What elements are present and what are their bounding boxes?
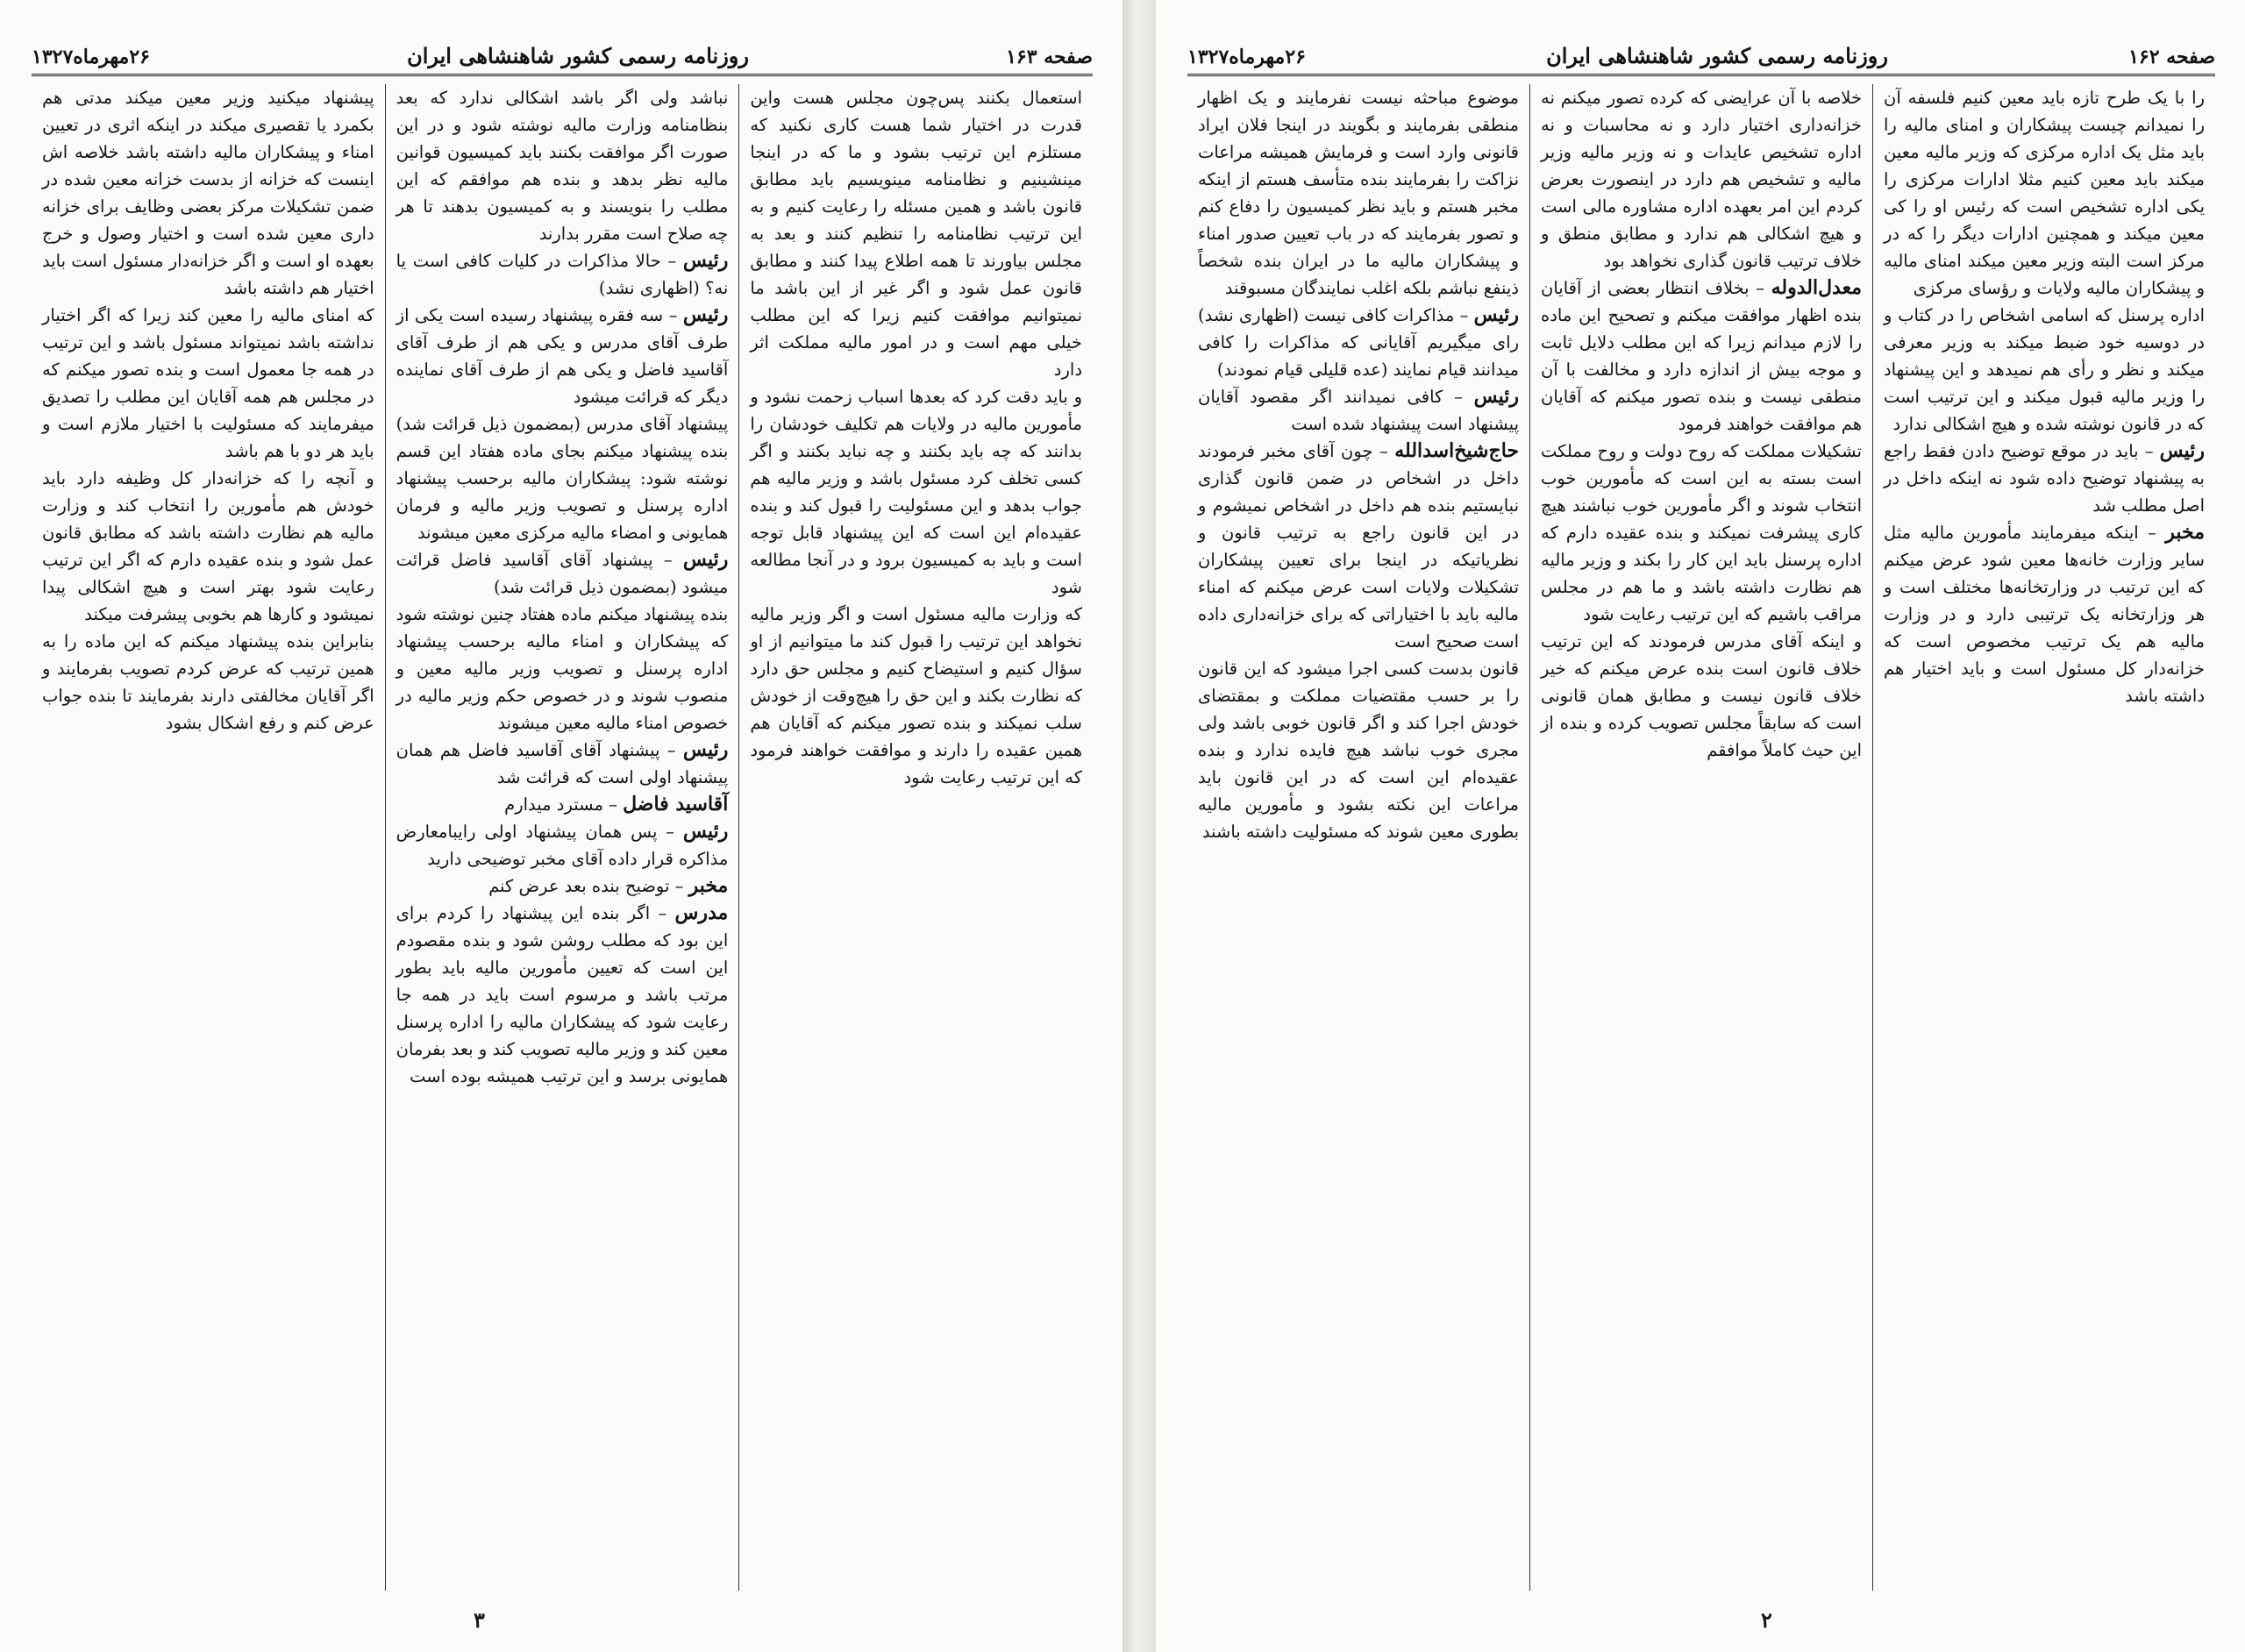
paragraph-text: – باید در موقع توضیح دادن فقط راجع به پیشنهاد توضیح داده شود نه اینکه داخل در اصل مطلب شد xyxy=(1884,441,2205,516)
left-column-3 xyxy=(32,84,385,1591)
left-column-1 xyxy=(738,84,1093,1591)
left-page-number: صفحه ۱۶۳ xyxy=(1006,46,1093,68)
paragraph-text: – سه فقره پیشنهاد رسیده است یکی از طرف آقای مدرس و یکی هم از طرف آقای آقاسید فاضل و یکی هم از طرف آقای نماینده دیگر که قرائت میشود xyxy=(396,305,729,407)
paragraph-text: پیشنهاد میکنید وزیر معین میکند مدتی هم بکمرد یا تقصیری میکند در اینکه اثری در تعیین امناء و پیشکاران مالیه داشته باشد خلاصه اش اینست که خزانه از بدست خزانه معین شده در ضمن تشکیلات مرکز بعضی وظایف برای خزانه داری معین شده است و اختیار وصول و خرج بعهده او است و اگر خزانه‌دار مسئول است باید اختیار هم داشته باشد xyxy=(41,88,374,298)
paragraph-text: – پس همان پیشنهاد اولی رایبامعارض مذاکره قرار داده آقای مخبر توضیحی دارید xyxy=(396,822,729,869)
paragraph-text: و اینکه آقای مدرس فرمودند که این ترتیب خلاف قانون است بنده عرض میکنم که خیر خلاف قانون نیست و مطابق همان قانونی است که سابقاً مجلس تصویب کرده و بنده از این حیث کاملاً موافقم xyxy=(1541,631,1862,760)
paragraph xyxy=(396,247,729,302)
paragraph-text: – اینکه میفرمایند مأمورین مالیه مثل سایر وزارت خانه‌ها معین شود عرض میکنم که این ترتیب در وزارتخانه‌ها مختلف است و هر وزارتخانه یک ترتیبی دارد و در وزارت مالیه هم یک ترتیب مخصوص است که خزانه‌دار کل مسئول است و باید اختیار هم داشته باشد xyxy=(1884,523,2205,706)
speaker-name: مخبر xyxy=(2165,521,2205,544)
paragraph xyxy=(396,546,729,601)
paragraph xyxy=(396,872,729,900)
page-gutter xyxy=(1122,0,1156,1652)
paragraph-text: – بخلاف انتظار بعضی از آقایان بنده اظهار موافقت میکنم و تصحیح این ماده را لازم میدانم زیرا که این مطلب دلایل ثابت و موجه بیش از اندازه دارد و مخالفت با آن منطقی نیست و بنده تصور میکنم که آقایان هم موافقت خواهند فرمود xyxy=(1541,278,1862,434)
paragraph xyxy=(396,601,729,737)
paragraph xyxy=(42,628,374,737)
paragraph-text: پیشنهاد آقای مدرس (بمضمون ذیل قرائت شد) بنده پیشنهاد میکنم بجای ماده هفتاد این قسم نوشته شود: پیشکاران مالیه برحسب پیشنهاد اداره پرسنل و تصویب وزیر مالیه و فرمان همایونی و امضاء مالیه مرکزی معین میشوند xyxy=(396,414,729,543)
left-folio: ۳ xyxy=(474,1607,485,1633)
paragraph xyxy=(1541,274,1862,438)
right-page xyxy=(1156,0,2245,1652)
paragraph-text: تشکیلات مملکت که روح دولت و روح مملکت است بسته به این است که مأمورین خوب انتخاب شوند و اگر مأمورین خوب نباشند هیچ کاری پیشرفت نمیکند و بنده عقیده دارم که اداره پرسنل باید این کار را بکند و وزیر مالیه هم نظارت داشته باشد و ما هم در مجلس مراقب باشیم که این ترتیب رعایت شود xyxy=(1541,441,1862,624)
paragraph-text: – پیشنهاد آقای آقاسید فاضل هم همان پیشنهاد اولی است که قرائت شد xyxy=(396,740,729,787)
paragraph xyxy=(396,302,729,410)
right-folio: ۲ xyxy=(1761,1607,1772,1633)
paragraph xyxy=(396,791,729,818)
paragraph xyxy=(1198,383,1519,438)
speaker-name: مخبر xyxy=(688,874,729,897)
paragraph-text: – مسترد میدارم xyxy=(504,794,624,815)
paragraph-text: که وزارت مالیه مسئول است و اگر وزیر مالیه نخواهد این ترتیب را قبول کند ما میتوانیم از او سؤال کنیم و استیضاح کنیم و مجلس حق دارد که نظارت بکند و این حق را هیچ‌وقت از خودش سلب نمیکند و بنده تصور میکنم که آقایان هم همین عقیده را دارند و موافقت خواهند فرمود که این ترتیب رعایت شود xyxy=(750,604,1082,787)
right-column-3 xyxy=(1187,84,1529,1591)
left-column-2 xyxy=(385,84,739,1591)
right-columns xyxy=(1187,84,2215,1591)
speaker-name: معدل‌الدوله xyxy=(1771,276,1862,299)
speaker-name: حاج‌شیخ‌اسدالله xyxy=(1394,439,1519,462)
paragraph-text: و باید دقت کرد که بعدها اسباب زحمت نشود و مأمورین مالیه در ولایات هم تکلیف خودشان را بدانند که چه باید بکنند و چه نباید بکنند و اگر کسی تخلف کرد مسئول باشد و وزیر مالیه هم جواب بدهد و این مسئولیت را قبول کند و بنده عقیده‌ام این است که این پیشنهاد قابل توجه است و باید به کمیسیون برود و در آنجا مطالعه شود xyxy=(750,387,1082,597)
paragraph-text: و آنچه را که خزانه‌دار کل وظیفه دارد باید خودش هم مأمورین را انتخاب کند و وزارت مالیه هم نظارت داشته باشد که مطابق قانون عمل شود و بنده عقیده دارم که اگر این ترتیب رعایت شود بهتر است و هیچ اشکالی پیدا نمیشود و کارها هم بخوبی پیشرفت میکند xyxy=(41,468,374,624)
paragraph-text: موضوع مباحثه نیست نفرمایند و یک اظهار منطقی بفرمایند و بگویند در اینجا فلان ایراد قانونی وارد است و فرمایش همیشه مراعات نزاکت را بفرمایند بنده متأسف هستم از اینکه مخبر هستم و باید نظر کمیسیون را دفاع کنم و تصور بفرمایند که در باب تعیین صدور امناء و پیشکاران مالیه ما در ایران بنده شخصاً ذینفع نباشم بلکه اغلب نمایندگان مسبوقند xyxy=(1198,88,1519,298)
paragraph-text: – حالا مذاکرات در کلیات کافی است یا نه؟ (اظهاری نشد) xyxy=(396,251,729,298)
paragraph xyxy=(1198,302,1519,383)
paragraph xyxy=(1541,438,1862,628)
paragraph xyxy=(1884,302,2205,438)
right-page-number: صفحه ۱۶۲ xyxy=(2128,46,2215,68)
speaker-name: رئیس xyxy=(682,249,729,272)
speaker-name: مدرس xyxy=(674,901,729,924)
paragraph-text: اداره پرسنل که اسامی اشخاص را در کتاب و در دوسیه خود ضبط میکند به وزیر معرفی میکند و نظر و رأی هم نمیدهد و این پیشنهاد را وزیر مالیه قبول میکند و این ترتیب است که در قانون نوشته شده و هیچ اشکالی ندارد xyxy=(1884,305,2205,434)
speaker-name: رئیس xyxy=(682,303,729,326)
paragraph-text: را با یک طرح تازه باید معین کنیم فلسفه آن را نمیدانم چیست پیشکاران و امنای مالیه را باید مثل یک اداره مرکزی که وزیر مالیه معین میکند باید معین کنیم مثلا ادارات مرکزی را یکی اداره تشخیص است که رئیس او را کی معین میکند و همچنین ادارات دیگر را که در مرکز است البته وزیر معین میکند امنای مالیه و پیشکاران مالیه ولایات و رؤسای مرکزی xyxy=(1884,88,2205,298)
paragraph-text: بنابراین بنده پیشنهاد میکنم که این ماده را به همین ترتیب که عرض کردم تصویب بفرمایند و اگر آقایان مخالفتی دارند بفرمایند تا بنده جواب عرض کنم و رفع اشکال بشود xyxy=(41,631,374,733)
left-page xyxy=(0,0,1122,1652)
paragraph xyxy=(1541,628,1862,764)
paragraph-text: استعمال بکنند پس‌چون مجلس هست واین قدرت در اختیار شما هست کاری نکنید که مستلزم این ترتیب بشود و ما که در اینجا مینشینیم و نظامنامه مینویسیم باید مطابق قانون باشد و همین مسئله را رعایت کنیم و به این ترتیب نظامنامه را تنظیم کنند و بعد به مجلس بیاورند تا همه اطلاع پیدا کنند و مطابق قانون عمل شود و اگر غیر از این باشد ما نمیتوانیم موافقت کنیم زیرا که این مطلب خیلی مهم است و در امور مالیه مملکت اثر دارد xyxy=(750,88,1082,380)
paragraph xyxy=(750,601,1082,791)
paragraph-text: – کافی نمیدانند اگر مقصود آقایان پیشنهاد است پیشنهاد شده است xyxy=(1198,387,1519,434)
right-newspaper-title: روزنامه رسمی کشور شاهنشاهی ایران xyxy=(1546,43,1888,68)
speaker-name: رئیس xyxy=(682,548,729,571)
paragraph-text: بنده پیشنهاد میکنم ماده هفتاد چنین نوشته شود که پیشکاران و امناء مالیه برحسب پیشنهاد اداره پرسنل و تصویب وزیر مالیه معین و منصوب شوند و در خصوص حکم وزیر مالیه در خصوص امناء مالیه معین میشوند xyxy=(396,604,729,733)
paragraph-text: نباشد ولی اگر باشد اشکالی ندارد که بعد بنظامنامه وزارت مالیه نوشته شود و در این صورت اگر موافقت بکنند باید کمیسیون قوانین مالیه نظر بدهد و بنده هم موافقم که این مطلب را بنویسند و به کمیسیون بدهند تا هر چه صلاح است مقرر بدارند xyxy=(396,88,729,244)
paragraph xyxy=(396,900,729,1090)
paragraph xyxy=(1198,655,1519,845)
paragraph xyxy=(1198,438,1519,655)
paragraph xyxy=(42,465,374,628)
left-issue-date: ۲۶مهرماه۱۳۲۷ xyxy=(32,46,150,68)
paragraph xyxy=(1884,84,2205,302)
right-column-1 xyxy=(1872,84,2215,1591)
paragraph-text: قانون بدست کسی اجرا میشود که این قانون را بر حسب مقتضیات مملکت و بمقتضای خودش اجرا کند و اگر قانون خوبی باشد ولی مجری خوب نباشد هیچ فایده ندارد و بنده عقیده‌ام این است که در این قانون باید مراعات این نکته بشود و مأمورین مالیه بطوری معین شوند که مسئولیت داشته باشند xyxy=(1198,659,1519,842)
speaker-name: رئیس xyxy=(1473,385,1519,408)
paragraph xyxy=(396,818,729,872)
right-issue-date: ۲۶مهرماه۱۳۲۷ xyxy=(1187,46,1306,68)
left-header-rule xyxy=(32,74,1093,76)
right-header-rule xyxy=(1187,74,2215,76)
paragraph-text: خلاصه با آن عرایضی که کرده تصور میکنم نه خزانه‌داری اختیار دارد و نه محاسبات و نه اداره تشخیص عایدات و نه وزیر مالیه وزیر مالیه و تشخیص هم دارد در اینصورت بعرض کردم این امر بعهده اداره مشاوره مالی است و هیچ اشکالی هم ندارد و مطابق منطق و خلاف ترتیب قانون گذاری نخواهد بود xyxy=(1541,88,1862,271)
paragraph xyxy=(750,383,1082,601)
paragraph xyxy=(42,302,374,465)
speaker-name: رئیس xyxy=(2159,439,2205,462)
paragraph-text: – اگر بنده این پیشنهاد را کردم برای این بود که مطلب روشن شود و بنده مقصودم این است که تعیین مأمورین مالیه باید بطور مرتب باشد و مرسوم است باید در همه جا رعایت شود که پیشکاران مالیه را اداره پرسنل معین کند و وزیر مالیه تصویب کند و بعد بفرمان همایونی برسد و این ترتیب همیشه بوده است xyxy=(396,903,729,1086)
paragraph-text: که امنای مالیه را معین کند زیرا که اگر اختیار نداشته باشد نمیتواند مسئول باشد و این ترتیب در همه جا معمول است و بنده تصور میکنم که در مجلس هم همه آقایان این مطلب را تصدیق میفرمایند که مسئولیت با اختیار ملازم است و باید هر دو با هم باشد xyxy=(41,305,374,461)
paragraph-text: – پیشنهاد آقای آقاسید فاضل قرائت میشود (بمضمون ذیل قرائت شد) xyxy=(396,550,729,597)
right-column-2 xyxy=(1529,84,1872,1591)
left-newspaper-title: روزنامه رسمی کشور شاهنشاهی ایران xyxy=(407,43,749,68)
paragraph xyxy=(1884,519,2205,709)
paragraph-text: – توضیح بنده بعد عرض کنم xyxy=(488,876,689,896)
left-columns xyxy=(32,84,1093,1591)
paragraph-text: – مذاکرات کافی نیست (اظهاری نشد) رای میگیریم آقایانی که مذاکرات را کافی میدانند قیام نمایند (عده قلیلی قیام نمودند) xyxy=(1198,305,1519,380)
paragraph-text: – چون آقای مخبر فرمودند داخل در اشخاص در ضمن قانون گذاری نبایستیم بنده هم داخل در اشخاص نمیشوم و در این قانون راجع به ترتیب قانون و نظریاتیکه در اینجا برای تعیین پیشکاران تشکیلات ولایات است عرض میکنم که امناء مالیه باید با اختیاراتی که برای خزانه‌داری داده است صحیح است xyxy=(1198,441,1519,652)
paragraph xyxy=(396,84,729,247)
paragraph xyxy=(1198,84,1519,302)
speaker-name: آقاسید فاضل xyxy=(623,793,729,815)
speaker-name: رئیس xyxy=(1473,303,1519,326)
speaker-name: رئیس xyxy=(682,820,729,843)
right-masthead xyxy=(1187,39,2215,68)
left-masthead xyxy=(32,39,1093,68)
speaker-name: رئیس xyxy=(682,738,729,761)
paragraph xyxy=(396,410,729,546)
paragraph xyxy=(396,737,729,791)
paragraph xyxy=(42,84,374,302)
paragraph xyxy=(750,84,1082,383)
paragraph xyxy=(1884,438,2205,519)
paragraph xyxy=(1541,84,1862,274)
